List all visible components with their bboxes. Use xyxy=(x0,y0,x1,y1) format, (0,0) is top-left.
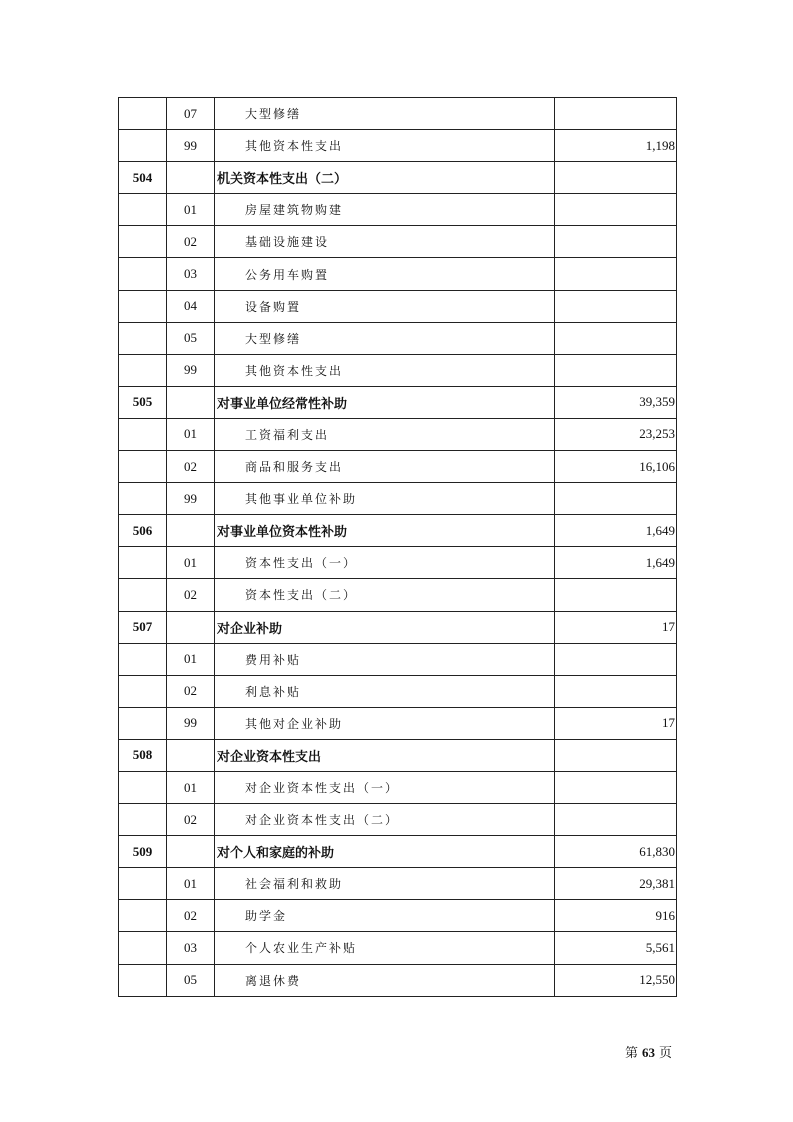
amount-cell xyxy=(555,194,677,226)
class-code-cell xyxy=(119,771,167,803)
amount-cell: 916 xyxy=(555,900,677,932)
class-code-cell xyxy=(119,868,167,900)
table-row xyxy=(119,483,677,515)
item-code-cell: 02 xyxy=(167,579,215,611)
item-name-cell: 公务用车购置 xyxy=(215,258,555,290)
table-row xyxy=(119,194,677,226)
item-code-cell: 05 xyxy=(167,964,215,996)
class-code-cell xyxy=(119,451,167,483)
class-code-cell xyxy=(119,483,167,515)
amount-cell xyxy=(555,98,677,130)
item-name-cell: 对企业资本性支出（二） xyxy=(215,804,555,836)
table-row xyxy=(119,130,677,162)
item-code-cell: 03 xyxy=(167,932,215,964)
class-code-cell: 506 xyxy=(119,515,167,547)
class-code-cell xyxy=(119,964,167,996)
class-code-cell xyxy=(119,547,167,579)
class-code-cell xyxy=(119,418,167,450)
item-name-cell: 对企业资本性支出 xyxy=(215,739,555,771)
item-code-cell: 02 xyxy=(167,804,215,836)
class-code-cell: 505 xyxy=(119,386,167,418)
item-code-cell: 04 xyxy=(167,290,215,322)
item-name-cell: 房屋建筑物购建 xyxy=(215,194,555,226)
amount-cell xyxy=(555,226,677,258)
table-row xyxy=(119,932,677,964)
class-code-cell xyxy=(119,322,167,354)
amount-cell: 61,830 xyxy=(555,836,677,868)
category-row xyxy=(119,162,677,194)
item-name-cell: 离退休费 xyxy=(215,964,555,996)
amount-cell: 1,649 xyxy=(555,547,677,579)
item-name-cell: 对个人和家庭的补助 xyxy=(215,836,555,868)
class-code-cell xyxy=(119,354,167,386)
amount-cell: 39,359 xyxy=(555,386,677,418)
amount-cell xyxy=(555,322,677,354)
amount-cell xyxy=(555,643,677,675)
table-row xyxy=(119,964,677,996)
page-value: 63 xyxy=(642,1045,656,1060)
item-code-cell: 99 xyxy=(167,130,215,162)
table-row xyxy=(119,547,677,579)
category-row xyxy=(119,836,677,868)
class-code-cell xyxy=(119,258,167,290)
amount-cell xyxy=(555,675,677,707)
amount-cell xyxy=(555,579,677,611)
class-code-cell: 507 xyxy=(119,611,167,643)
item-name-cell: 利息补贴 xyxy=(215,675,555,707)
item-name-cell: 对企业补助 xyxy=(215,611,555,643)
table-row xyxy=(119,322,677,354)
table-row xyxy=(119,707,677,739)
item-name-cell: 对事业单位经常性补助 xyxy=(215,386,555,418)
item-code-cell: 01 xyxy=(167,643,215,675)
item-name-cell: 其他资本性支出 xyxy=(215,354,555,386)
amount-cell xyxy=(555,771,677,803)
category-row xyxy=(119,739,677,771)
class-code-cell xyxy=(119,98,167,130)
class-code-cell xyxy=(119,130,167,162)
item-name-cell: 社会福利和救助 xyxy=(215,868,555,900)
class-code-cell xyxy=(119,643,167,675)
item-code-cell: 05 xyxy=(167,322,215,354)
class-code-cell xyxy=(119,579,167,611)
table-row xyxy=(119,354,677,386)
item-code-cell xyxy=(167,162,215,194)
amount-cell xyxy=(555,354,677,386)
item-name-cell: 基础设施建设 xyxy=(215,226,555,258)
amount-cell xyxy=(555,739,677,771)
table-row xyxy=(119,98,677,130)
item-code-cell xyxy=(167,386,215,418)
item-code-cell xyxy=(167,836,215,868)
class-code-cell xyxy=(119,226,167,258)
class-code-cell xyxy=(119,932,167,964)
item-code-cell: 02 xyxy=(167,900,215,932)
item-code-cell: 03 xyxy=(167,258,215,290)
item-name-cell: 费用补贴 xyxy=(215,643,555,675)
item-code-cell: 02 xyxy=(167,451,215,483)
class-code-cell: 508 xyxy=(119,739,167,771)
item-name-cell: 大型修缮 xyxy=(215,322,555,354)
item-name-cell: 资本性支出（一） xyxy=(215,547,555,579)
table-row xyxy=(119,643,677,675)
class-code-cell xyxy=(119,675,167,707)
table-row xyxy=(119,226,677,258)
item-code-cell: 01 xyxy=(167,547,215,579)
table-row xyxy=(119,804,677,836)
item-code-cell xyxy=(167,515,215,547)
page-prefix: 第 xyxy=(625,1046,639,1061)
item-name-cell: 其他资本性支出 xyxy=(215,130,555,162)
table-row xyxy=(119,900,677,932)
item-code-cell: 07 xyxy=(167,98,215,130)
class-code-cell: 509 xyxy=(119,836,167,868)
page-number xyxy=(625,1042,672,1061)
item-code-cell xyxy=(167,611,215,643)
amount-cell xyxy=(555,258,677,290)
item-name-cell: 对企业资本性支出（一） xyxy=(215,771,555,803)
class-code-cell xyxy=(119,194,167,226)
item-name-cell: 商品和服务支出 xyxy=(215,451,555,483)
class-code-cell: 504 xyxy=(119,162,167,194)
item-name-cell: 其他事业单位补助 xyxy=(215,483,555,515)
item-name-cell: 其他对企业补助 xyxy=(215,707,555,739)
item-code-cell: 99 xyxy=(167,354,215,386)
class-code-cell xyxy=(119,900,167,932)
amount-cell: 29,381 xyxy=(555,868,677,900)
table-row xyxy=(119,868,677,900)
item-code-cell: 02 xyxy=(167,226,215,258)
item-name-cell: 大型修缮 xyxy=(215,98,555,130)
amount-cell xyxy=(555,483,677,515)
amount-cell: 23,253 xyxy=(555,418,677,450)
item-code-cell: 01 xyxy=(167,194,215,226)
class-code-cell xyxy=(119,290,167,322)
item-name-cell: 资本性支出（二） xyxy=(215,579,555,611)
amount-cell: 12,550 xyxy=(555,964,677,996)
item-code-cell: 02 xyxy=(167,675,215,707)
amount-cell: 5,561 xyxy=(555,932,677,964)
item-name-cell: 设备购置 xyxy=(215,290,555,322)
item-name-cell: 个人农业生产补贴 xyxy=(215,932,555,964)
amount-cell xyxy=(555,162,677,194)
category-row xyxy=(119,386,677,418)
item-name-cell: 助学金 xyxy=(215,900,555,932)
table-row xyxy=(119,418,677,450)
class-code-cell xyxy=(119,707,167,739)
item-code-cell: 99 xyxy=(167,707,215,739)
amount-cell xyxy=(555,290,677,322)
category-row xyxy=(119,611,677,643)
table-row xyxy=(119,451,677,483)
amount-cell: 1,649 xyxy=(555,515,677,547)
item-name-cell: 机关资本性支出（二） xyxy=(215,162,555,194)
amount-cell: 17 xyxy=(555,611,677,643)
class-code-cell xyxy=(119,804,167,836)
amount-cell xyxy=(555,804,677,836)
expenditure-table xyxy=(118,97,677,997)
item-name-cell: 工资福利支出 xyxy=(215,418,555,450)
amount-cell: 1,198 xyxy=(555,130,677,162)
table-row xyxy=(119,290,677,322)
category-row xyxy=(119,515,677,547)
page-suffix: 页 xyxy=(659,1046,673,1061)
item-code-cell: 01 xyxy=(167,418,215,450)
item-code-cell: 99 xyxy=(167,483,215,515)
table-row xyxy=(119,675,677,707)
item-name-cell: 对事业单位资本性补助 xyxy=(215,515,555,547)
amount-cell: 17 xyxy=(555,707,677,739)
amount-cell: 16,106 xyxy=(555,451,677,483)
item-code-cell: 01 xyxy=(167,868,215,900)
item-code-cell xyxy=(167,739,215,771)
table-row xyxy=(119,579,677,611)
table-row xyxy=(119,258,677,290)
table-row xyxy=(119,771,677,803)
item-code-cell: 01 xyxy=(167,771,215,803)
